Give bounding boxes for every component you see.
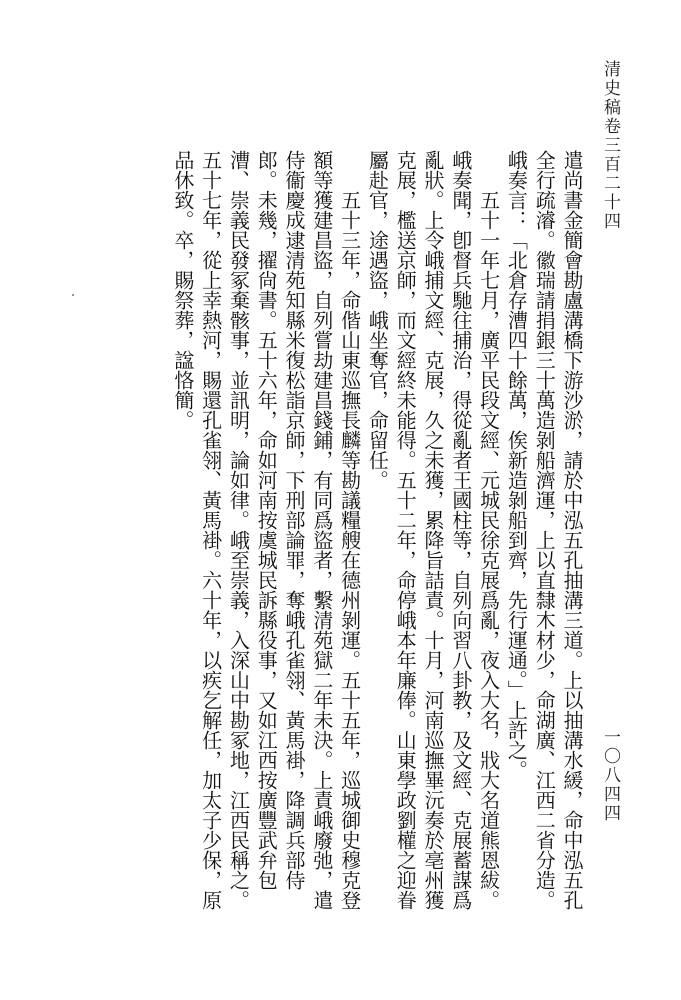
paragraph-1: 遣尚書金簡會勘盧溝橋下游沙淤，請於中泓五孔抽溝三道。上以抽溝水緩，命中泓五孔全行疏濬。徽瑞請捐銀三十萬造剝船濟運，上以直隸木材少，命湖廣、江西二省分造。峨奏言：「北倉存漕四十餘萬，俟新造剝船到齊，先行運通。」上許之。: [504, 150, 584, 910]
running-header-title: 清史稿卷三百二十四: [600, 60, 620, 231]
paragraph-2: 五十一年七月，廣平民段文經、元城民徐克展爲亂，夜入大名，戕大名道熊恩紱。峨奏聞，卽督兵馳往捕治，得從亂者王國柱等，自列向習八卦教，及文經、克展蓄謀爲亂狀。上令峨捕文經、克展，久之未獲，累降旨詰責。十月，河南巡撫畢沅奏於亳州獲克展，檻送京師，而文經終未能得。五十二年，命停峨本年廉俸。山東學政劉權之迎眷屬赴官，途遇盜，峨坐奪官，命留任。: [365, 150, 501, 910]
body-text-column-block: [95, 150, 585, 925]
paragraph-3: 五十三年，命偕山東巡撫長麟等勘議糧艘在德州剝運。五十五年，巡城御史穆克登額等獲建昌盜，自列嘗劫建昌錢鋪，有同爲盜者，繫清苑獄二年未決。上責峨廢弛，遣侍衞慶成逮清苑知縣米復松詣京師，下刑部論罪，奪峨孔雀翎、黃馬褂，降調兵部侍郎。未幾，擢尙書。五十六年，命如河南按虞城民訴縣役事，又如江西按廣豐武弁包漕、崇義民發冢棄骸事，並訊明，論如律。峨至崇義，入深山中勘冢地，江西民稱之。五十七年，從上幸熱河，賜還孔雀翎、黃馬褂。六十年，以疾乞解任，加太子少保，原品休致。卒，賜祭葬，諡恪簡。: [170, 150, 362, 910]
print-speck: [72, 294, 74, 296]
page-number: 一〇八四四: [600, 728, 620, 823]
